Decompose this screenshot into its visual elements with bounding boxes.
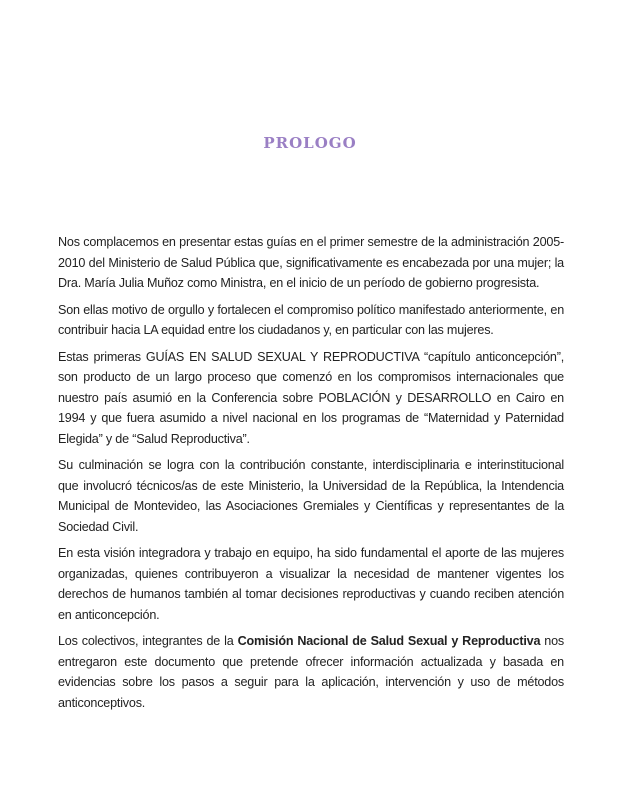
page-title: PROLOGO	[263, 134, 357, 152]
paragraph-6-rest: nos entregaron este documento que pretende ofrecer información actualizada y basada en evidencias sobre los pasos a seguir para la aplicación, intervención y uso de métodos anticonceptivos.	[58, 634, 564, 710]
prologue-body	[58, 232, 564, 719]
paragraph-5: En esta visión integradora y trabajo en equipo, ha sido fundamental el aporte de las mujeres organizadas, quienes contribuyeron a visualizar la necesidad de mantener vigentes los derechos de humanos también al tomar decisiones reproductivas y cuando reciben atención en anticoncepción.	[58, 546, 564, 622]
paragraph-1: Nos complacemos en presentar estas guías en el primer semestre de la administración 2005-2010 del Ministerio de Salud Pública que, significativamente es encabezada por una mujer; la Dra. María Julia Muñoz como Ministra, en el inicio de un período de gobierno progresista.	[58, 235, 564, 290]
paragraph-6-intro: Los colectivos, integrantes de la	[58, 634, 238, 648]
paragraph-2: Son ellas motivo de orgullo y fortalecen el compromiso político manifestado anteriormente, en contribuir hacia LA equidad entre los ciudadanos y, en particular con las mujeres.	[58, 302, 564, 337]
paragraph-6	[58, 631, 564, 713]
paragraph-4: Su culminación se logra con la contribución constante, interdisciplinaria e interinstitucional que involucró técnicos/as de este Ministerio, la Universidad de la República, la Intendencia Municipal de Montevideo, las Asociaciones Gremiales y Científicas y representantes de la Sociedad Civil.	[58, 458, 564, 534]
commission-name: Comisión Nacional de Salud Sexual y Reproductiva	[237, 634, 541, 648]
paragraph-3: Estas primeras GUÍAS EN SALUD SEXUAL Y REPRODUCTIVA “capítulo anticoncepción”, son producto de un largo proceso que comenzó en los compromisos internacionales que nuestro país asumió en la Conferencia sobre POBLACIÓN y DESARROLLO en Cairo en 1994 y que fuera asumido a nivel nacional en los programas de “Maternidad y Paternidad Elegida” y de “Salud Reproductiva”.	[58, 349, 564, 446]
